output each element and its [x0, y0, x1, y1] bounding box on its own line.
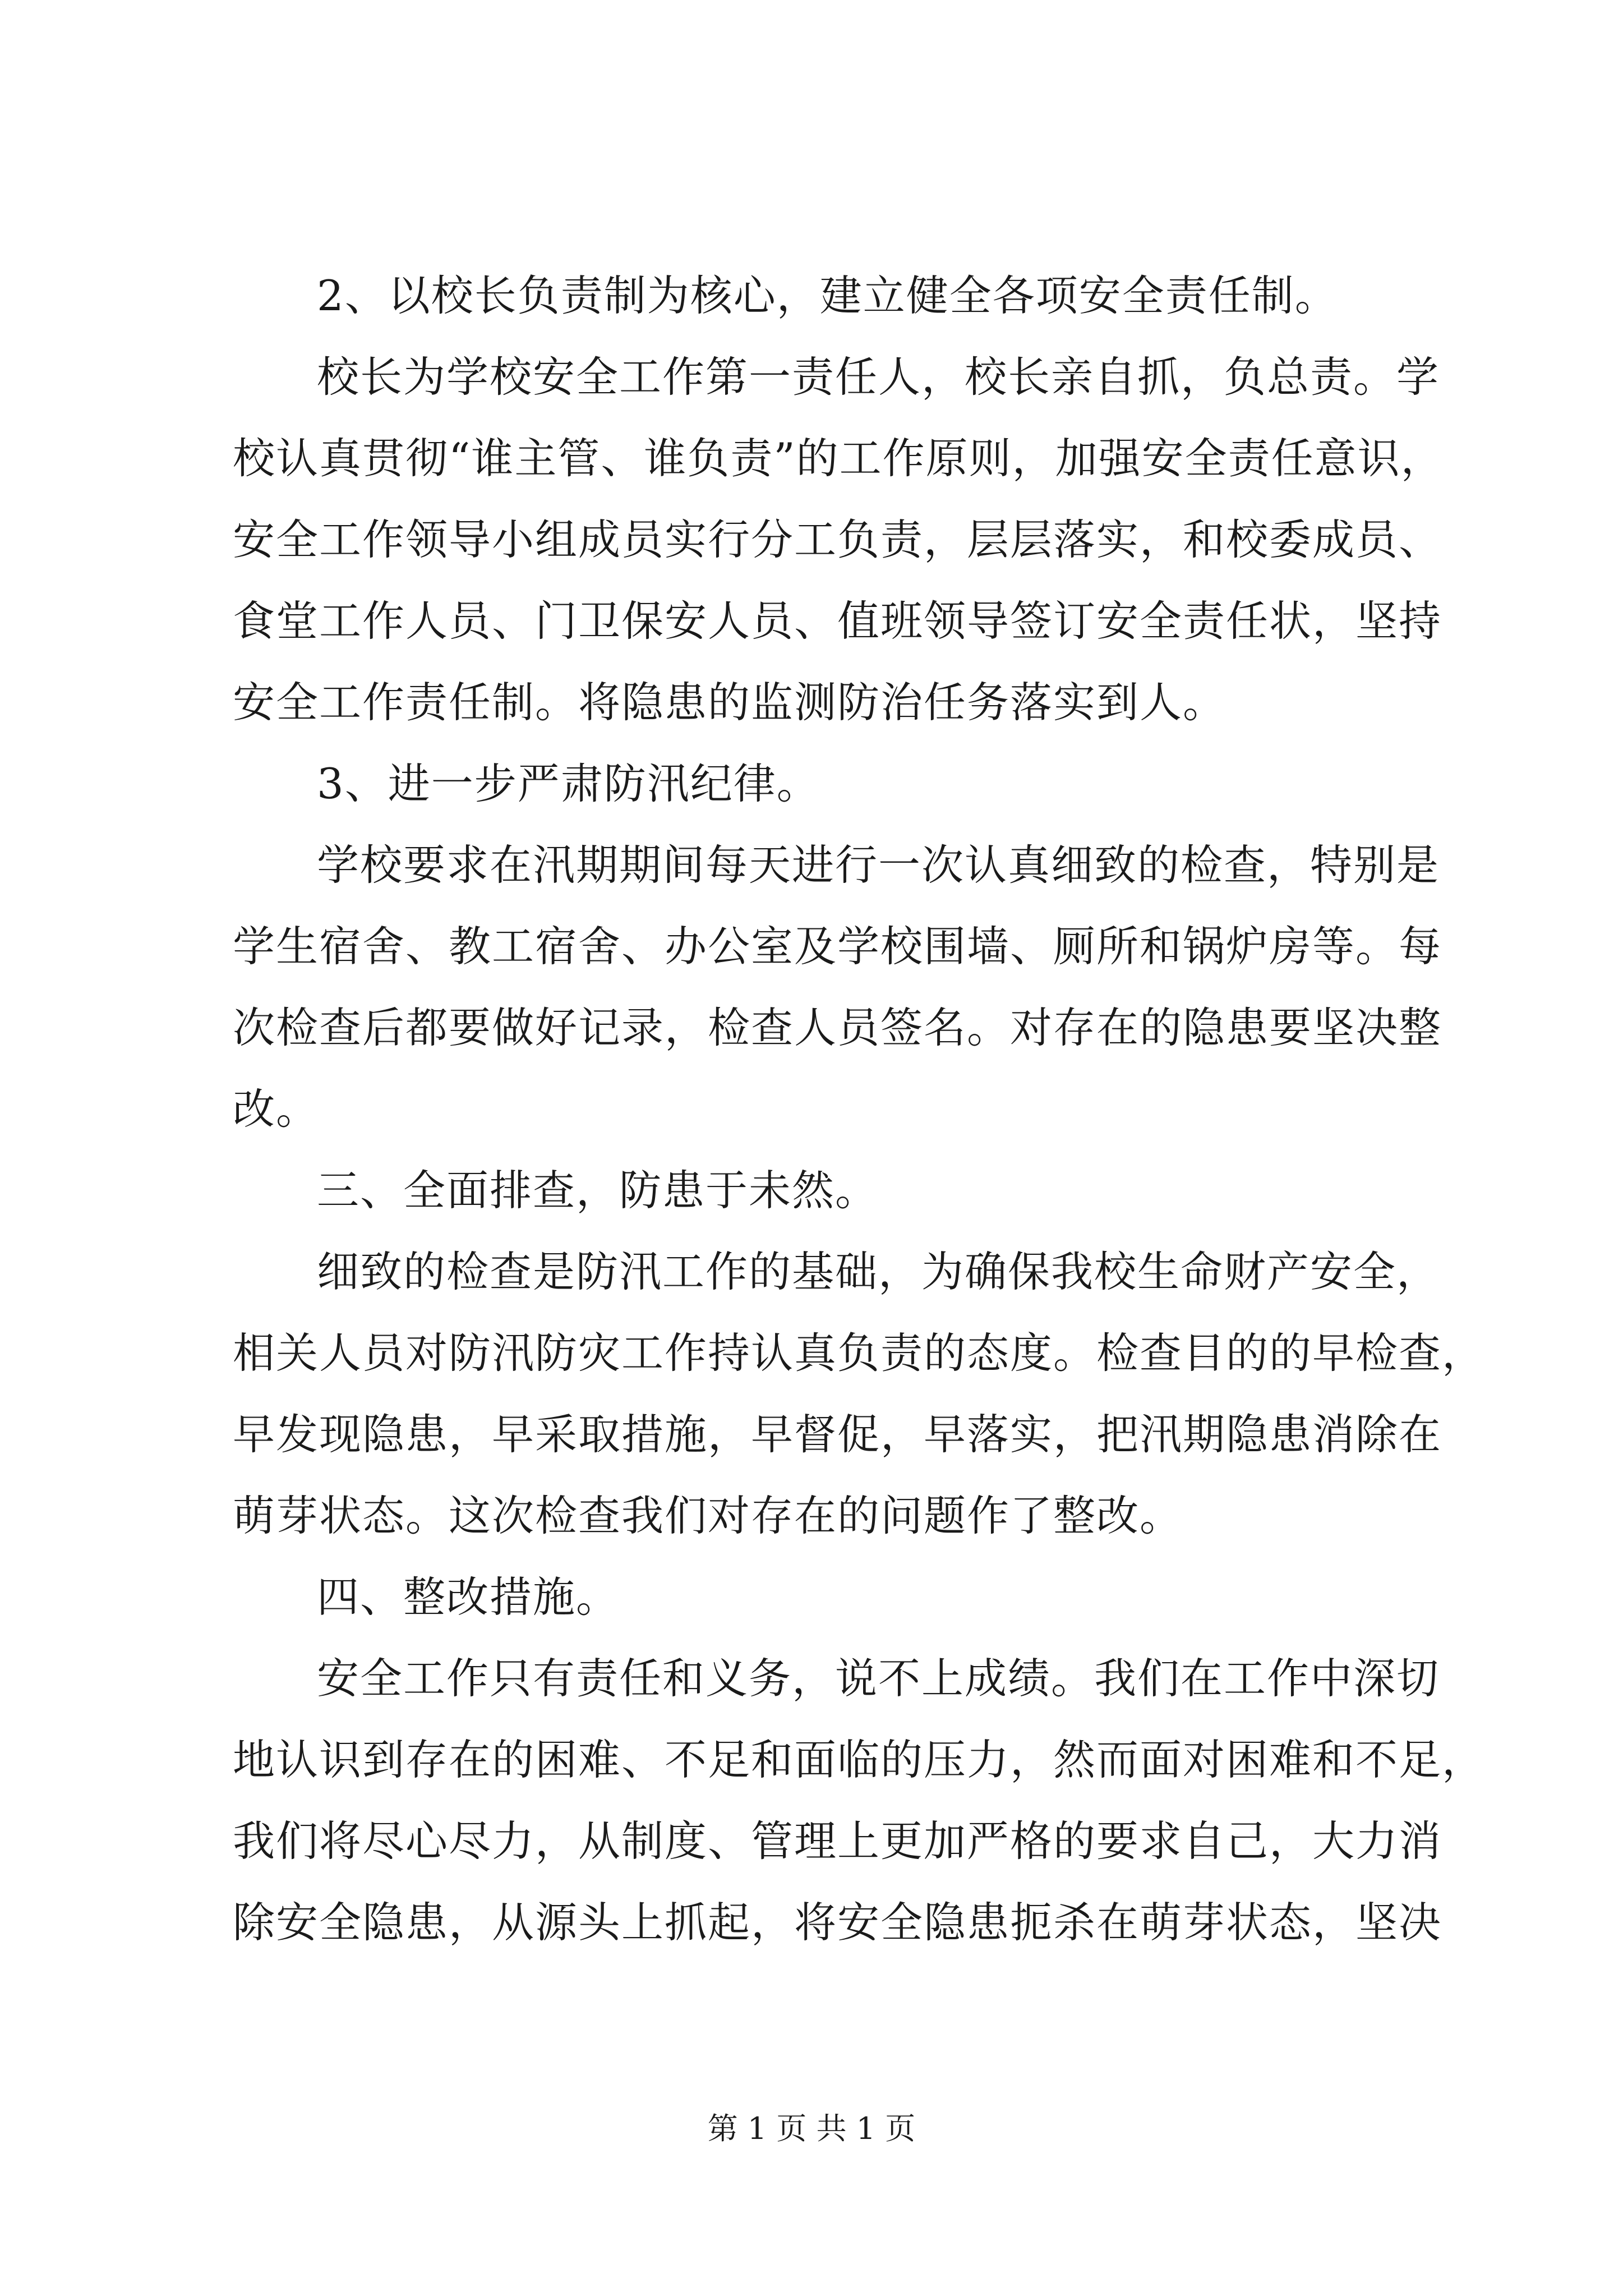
text-line: 校认真贯彻“谁主管、谁负责”的工作原则，加强安全责任意识， [233, 434, 1444, 483]
text-line: 早发现隐患，早采取措施，早督促，早落实，把汛期隐患消除在 [233, 1410, 1442, 1459]
text-line: 三、全面排查，防患于未然。 [317, 1166, 879, 1215]
text-line: 改。 [233, 1084, 320, 1134]
text-line: 安全工作责任制。将隐患的监测防治任务落实到人。 [233, 678, 1227, 727]
text-line: 细致的检查是防汛工作的基础，为确保我校生命财产安全， [317, 1247, 1440, 1296]
text-line: 食堂工作人员、门卫保安人员、值班领导签订安全责任状，坚持 [233, 596, 1442, 646]
text-line: 学生宿舍、教工宿舍、办公室及学校围墙、厕所和锅炉房等。每 [233, 922, 1442, 971]
text-line: 地认识到存在的困难、不足和面临的压力，然而面对困难和不足， [233, 1735, 1486, 1784]
text-line: 我们将尽心尽力，从制度、管理上更加严格的要求自己，大力消 [233, 1816, 1442, 1866]
text-line: 相关人员对防汛防灾工作持认真负责的态度。检查目的的早检查， [233, 1328, 1486, 1378]
page-footer: 第 1 页 共 1 页 [707, 2111, 916, 2146]
document-body [233, 255, 1486, 1963]
text-line: 四、整改措施。 [317, 1572, 620, 1622]
text-line: 校长为学校安全工作第一责任人，校长亲自抓，负总责。学 [317, 352, 1440, 402]
text-line: 次检查后都要做好记录，检查人员签名。对存在的隐患要坚决整 [233, 1003, 1442, 1052]
text-line: 除安全隐患，从源头上抓起，将安全隐患扼杀在萌芽状态，坚决 [233, 1898, 1442, 1947]
text-line: 安全工作领导小组成员实行分工负责，层层落实，和校委成员、 [233, 515, 1442, 564]
text-line: 萌芽状态。这次检查我们对存在的问题作了整改。 [233, 1491, 1183, 1540]
text-line: 学校要求在汛期期间每天进行一次认真细致的检查，特别是 [317, 840, 1440, 890]
text-line: 3、进一步严肃防汛纪律。 [317, 759, 820, 808]
text-line: 安全工作只有责任和义务，说不上成绩。我们在工作中深切 [317, 1654, 1440, 1703]
text-line: 2、以校长负责制为核心，建立健全各项安全责任制。 [317, 271, 1338, 320]
